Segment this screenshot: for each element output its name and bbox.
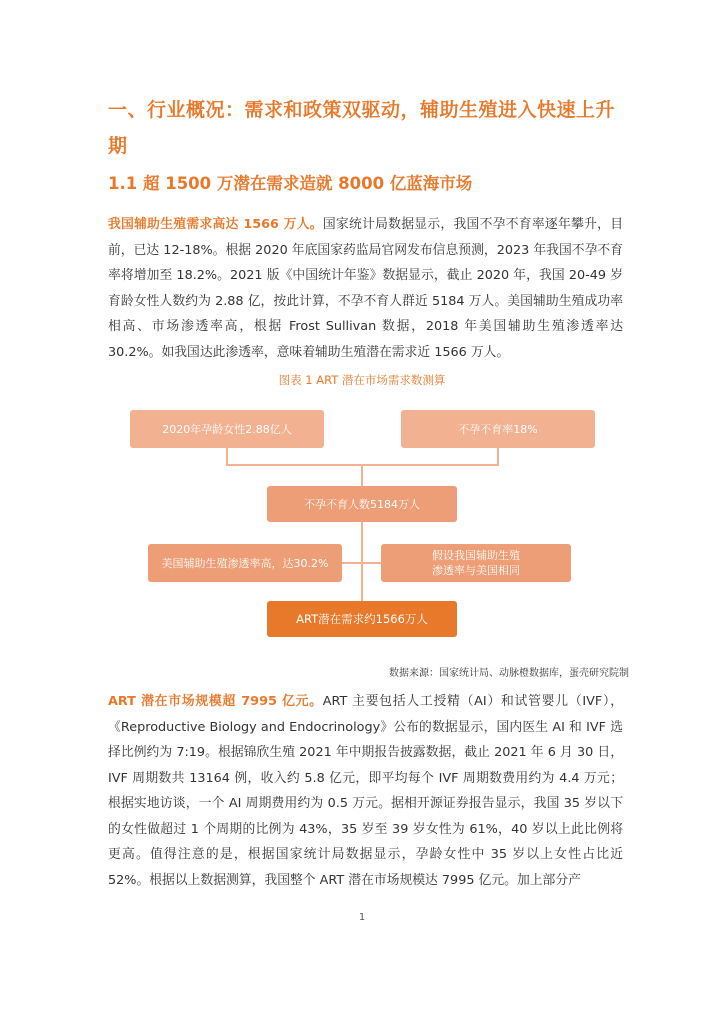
- section-heading: 一、行业概况：需求和政策双驱动，辅助生殖进入快速上升期: [108, 99, 616, 157]
- box-us-penetration: 美国辅助生殖渗透率高，达30.2%: [148, 544, 342, 582]
- box-infertility-rate: 不孕不育率18%: [401, 410, 595, 448]
- connector: [342, 562, 381, 564]
- subsection-heading: 1.1 超 1500 万潜在需求造就 8000 亿蓝海市场: [108, 174, 473, 193]
- box-assumption-line2: 渗透率与美国相同: [432, 564, 520, 577]
- page-number: 1: [358, 912, 366, 923]
- paragraph-body: ART 主要包括人工授精（AI）和试管婴儿（IVF），《Reproductive Biology and Endocrinology》公布的数据显示，国内医生 AI 和 IVF 选择比例约为 7:19。根据锦欣生殖 2021 年中期报告披露数据，截止 2021 年 6 月 30 日，IVF 周期数共 13164 例，收入约 5.8 亿元，即平均每个 IVF 周期数费用约为 4.4 万元；根据实地访谈，一个 AI 周期费用约为 0.5 万元。据相开源证券报告显示，我国 35 岁以下的女性做超过 1 个周期的比例为 43%，35 岁至 39 岁女性为 61%，40 岁以上此比例将更高。值得注意的是，根据国家统计局数据显示，孕龄女性中 35 岁以上女性占比近 52%。根据以上数据测算，我国整个 ART 潜在市场规模达 7995 亿元。加上部分产: [108, 694, 623, 888]
- box-women-population: 2020年孕龄女性2.88亿人: [130, 410, 324, 448]
- paragraph-lead: 我国辅助生殖需求高达 1566 万人。: [108, 217, 323, 232]
- data-source: 数据来源：国家统计局、动脉橙数据库，蛋壳研究院制: [389, 668, 629, 679]
- box-result: ART潜在需求约1566万人: [267, 601, 457, 637]
- box-assumption: [381, 544, 571, 582]
- paragraph-body: 国家统计局数据显示，我国不孕不育率逐年攀升，目前，已达 12-18%。根据 2020 年底国家药监局官网发布信息预测，2023 年我国不孕不育率将增加至 18.2%。2021 版《中国统计年鉴》数据显示，截止 2020 年，我国 20-49 岁育龄女性人数约为 2.88 亿，按此计算，不孕不育人群近 5184 万人。美国辅助生殖成功率相高、市场渗透率高，根据 Frost Sullivan 数据，2018 年美国辅助生殖渗透率达 30.2%。如我国达此渗透率，意味着辅助生殖潜在需求近 1566 万人。: [108, 217, 624, 360]
- figure-caption: 图表 1 ART 潜在市场需求数测算: [278, 373, 446, 387]
- connector: [497, 448, 499, 465]
- connector: [361, 464, 363, 486]
- box-assumption-line1: 假设我国辅助生殖: [432, 549, 520, 562]
- paragraph-market-size: [108, 689, 623, 893]
- paragraph-demand: [108, 212, 623, 365]
- box-infertile-population: 不孕不育人数5184万人: [267, 486, 457, 522]
- connector: [226, 448, 228, 465]
- paragraph-lead: ART 潜在市场规模超 7995 亿元。: [108, 694, 323, 709]
